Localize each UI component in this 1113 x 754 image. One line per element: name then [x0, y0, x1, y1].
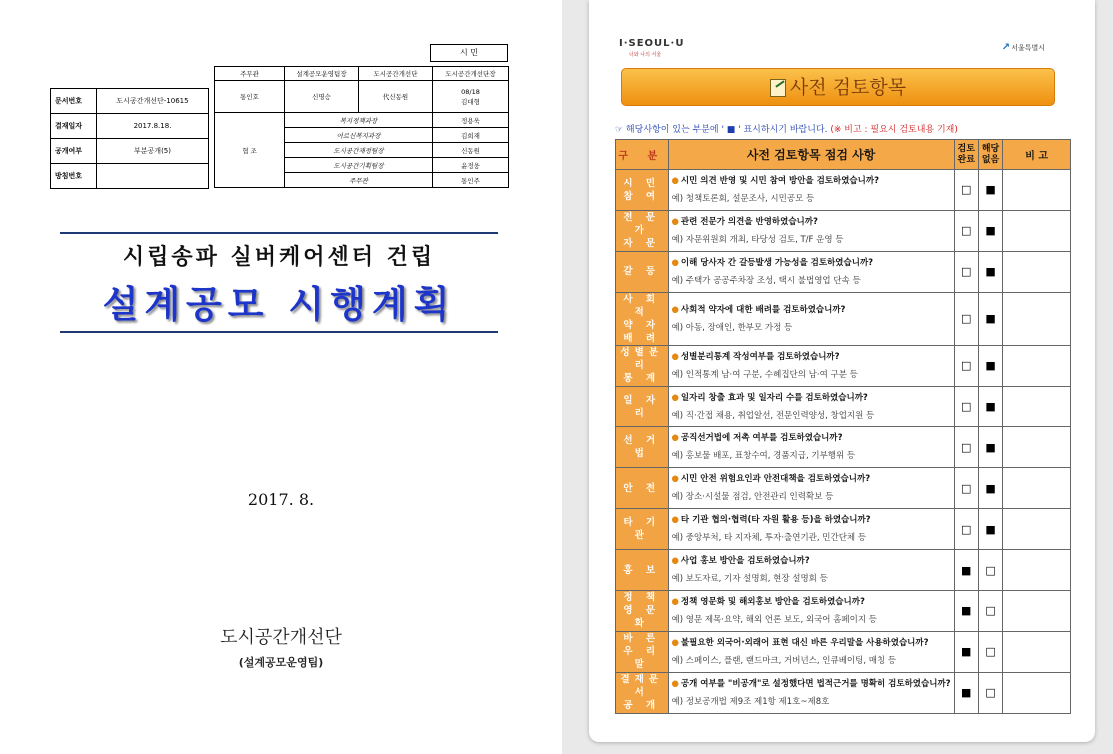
- checklist-row: [616, 210, 1071, 251]
- bullet-icon: ●: [671, 257, 679, 268]
- row-remark[interactable]: [1003, 251, 1071, 292]
- approval-header: 주무관: [215, 67, 285, 81]
- approval-header: 설계공모운영팀장: [285, 67, 359, 81]
- row-example: 예) 홍보물 배포, 표창수여, 경품지급, 기부행위 등: [671, 451, 856, 462]
- title-bottom-rule: [60, 331, 498, 333]
- coop-dept: 복지정책과장: [285, 113, 433, 128]
- row-category: 정 책 영 문 화: [616, 591, 669, 632]
- checkbox-na[interactable]: □: [978, 631, 1002, 672]
- checkbox-done[interactable]: ■: [954, 631, 978, 672]
- row-question: [672, 470, 951, 488]
- row-content: [668, 427, 954, 468]
- notice-text: ☞ 해당사항이 있는 부분에 ' ■ ' 표시하시기 바랍니다.: [615, 125, 828, 135]
- question-text: 관련 전문가 의견을 반영하였습니까?: [680, 216, 818, 227]
- coop-name: 통인주: [433, 173, 509, 188]
- row-category: 바 른 우 리 말: [616, 631, 669, 672]
- row-content: [668, 345, 954, 386]
- review-checklist-table: [615, 139, 1071, 714]
- checkbox-na[interactable]: ■: [978, 170, 1002, 211]
- row-remark[interactable]: [1003, 210, 1071, 251]
- banner-title: 사전 검토항목: [789, 76, 907, 99]
- bullet-icon: ●: [671, 637, 679, 648]
- checklist-row: [616, 631, 1071, 672]
- coop-dept: 도시공간재정팀장: [285, 143, 433, 158]
- approver-name: 08/18 김대형: [433, 81, 509, 113]
- citizen-sign-box: 시 민: [430, 44, 508, 62]
- approver-name: 신명승: [285, 81, 359, 113]
- question-text: 사회적 약자에 대한 배려를 검토하였습니까?: [680, 304, 846, 315]
- checkbox-na[interactable]: ■: [978, 251, 1002, 292]
- checklist-row: [616, 550, 1071, 591]
- row-category: 사 회 적 약 자 배 려: [616, 292, 669, 345]
- seoul-city-logo: [1002, 42, 1045, 53]
- checkbox-done[interactable]: ■: [954, 672, 978, 713]
- checkbox-na[interactable]: □: [978, 550, 1002, 591]
- row-content: [668, 170, 954, 211]
- row-category: 홍 보: [616, 550, 669, 591]
- row-content: [668, 631, 954, 672]
- row-question: [672, 254, 951, 272]
- row-category: 타 기관: [616, 509, 669, 550]
- bullet-icon: ●: [671, 175, 679, 186]
- seoul-emblem-icon: ↗: [1001, 42, 1011, 53]
- bullet-icon: ●: [671, 596, 679, 607]
- question-text: 불필요한 외국어·외래어 표현 대신 바른 우리말을 사용하였습니까?: [680, 637, 929, 648]
- checkbox-done[interactable]: □: [954, 509, 978, 550]
- checklist-row: [616, 292, 1071, 345]
- checklist-row: [616, 672, 1071, 713]
- row-example: 예) 정보공개법 제9조 제1항 제1호~제8호: [671, 696, 830, 707]
- row-content: [668, 672, 954, 713]
- question-text: 시민 의견 반영 및 시민 참여 방안을 검토하였습니까?: [680, 175, 880, 186]
- row-remark[interactable]: [1003, 550, 1071, 591]
- row-category: 전 문 가 자 문: [616, 210, 669, 251]
- row-remark[interactable]: [1003, 591, 1071, 632]
- checkbox-done[interactable]: □: [954, 427, 978, 468]
- checkbox-na[interactable]: ■: [978, 345, 1002, 386]
- row-content: [668, 251, 954, 292]
- row-category: 갈 등: [616, 251, 669, 292]
- question-text: 일자리 창출 효과 및 일자리 수를 검토하였습니까?: [680, 392, 868, 403]
- question-text: 시민 안전 위험요인과 안전대책을 검토하였습니까?: [680, 474, 871, 485]
- row-content: [668, 468, 954, 509]
- coop-name: 김희재: [433, 128, 509, 143]
- row-example: 예) 직·간접 채용, 취업알선, 전문인력양성, 창업지원 등: [671, 410, 875, 421]
- row-example: 예) 아동, 장애인, 한부모 가정 등: [671, 322, 793, 333]
- bullet-icon: ●: [671, 216, 679, 227]
- organization-name: 도시공간개선단: [220, 627, 342, 648]
- row-example: 예) 장소·시설물 점검, 안전관리 인력확보 등: [671, 492, 834, 503]
- coop-name: 윤정웅: [433, 158, 509, 173]
- approval-table: [214, 66, 509, 188]
- row-question: [672, 511, 951, 529]
- checklist-banner: [621, 68, 1055, 106]
- row-category: 성별분리 통 계: [616, 345, 669, 386]
- row-content: [668, 591, 954, 632]
- header-done: 검토 완료: [954, 140, 978, 170]
- row-question: [672, 593, 951, 611]
- document-title-line2: 설계공모 시행계획: [102, 283, 456, 326]
- checkbox-done[interactable]: □: [954, 468, 978, 509]
- header-remark: 비 고: [1003, 140, 1071, 170]
- i-seoul-u-logo: I·SEOUL·U: [619, 38, 685, 49]
- row-remark[interactable]: [1003, 631, 1071, 672]
- approver-name: 통인호: [215, 81, 285, 113]
- checkbox-na[interactable]: ■: [978, 468, 1002, 509]
- checkbox-na[interactable]: □: [978, 591, 1002, 632]
- checklist-row: [616, 345, 1071, 386]
- row-example: 예) 청책토론회, 설문조사, 시민공모 등: [671, 193, 815, 204]
- meta-key: 문서번호: [51, 89, 97, 114]
- meta-value: 도시공간개선단-10615: [97, 89, 209, 114]
- row-remark[interactable]: [1003, 345, 1071, 386]
- row-question: [672, 675, 951, 693]
- meta-value: [97, 164, 209, 189]
- header-na: 해당 없음: [978, 140, 1002, 170]
- row-question: [672, 634, 951, 652]
- row-question: [672, 213, 951, 231]
- row-example: 예) 영문 제목·요약, 해외 언론 보도, 외국어 홈페이지 등: [671, 614, 877, 625]
- row-question: [672, 172, 951, 190]
- bullet-icon: ●: [671, 556, 679, 567]
- row-example: 예) 보도자료, 기자 설명회, 현장 설명회 등: [671, 574, 828, 585]
- checkbox-na[interactable]: ■: [978, 509, 1002, 550]
- instruction-notice: [615, 122, 958, 135]
- meta-key: 공개여부: [51, 139, 97, 164]
- checklist-row: [616, 591, 1071, 632]
- memo-pencil-icon: [770, 79, 786, 97]
- question-text: 사업 홍보 방안을 검토하였습니까?: [680, 556, 810, 567]
- row-remark[interactable]: [1003, 386, 1071, 427]
- checkbox-na[interactable]: ■: [978, 386, 1002, 427]
- row-content: [668, 550, 954, 591]
- row-content: [668, 386, 954, 427]
- question-text: 정책 영문화 및 해외홍보 방안을 검토하였습니까?: [680, 596, 865, 607]
- row-remark[interactable]: [1003, 292, 1071, 345]
- row-remark[interactable]: [1003, 509, 1071, 550]
- title-top-rule: [60, 232, 498, 234]
- right-checklist-page: [589, 0, 1095, 742]
- question-text: 이해 당사자 간 갈등발생 가능성을 검토하였습니까?: [680, 257, 874, 268]
- row-example: 예) 주택가 공공주차장 조성, 택시 불법영업 단속 등: [671, 275, 861, 286]
- coop-dept: 어르신복지과장: [285, 128, 433, 143]
- row-question: [672, 429, 951, 447]
- row-category: 선 거 법: [616, 427, 669, 468]
- bullet-icon: ●: [671, 678, 679, 689]
- question-text: 성별분리통계 작성여부를 검토하였습니까?: [680, 351, 840, 362]
- i-seoul-u-subtitle: 너와 나의 서울: [629, 52, 662, 58]
- row-remark[interactable]: [1003, 468, 1071, 509]
- meta-key: 방침번호: [51, 164, 97, 189]
- checklist-body: [616, 170, 1071, 714]
- checkbox-done[interactable]: □: [954, 251, 978, 292]
- checklist-row: [616, 427, 1071, 468]
- bullet-icon: ●: [671, 351, 679, 362]
- row-question: [672, 552, 951, 570]
- checklist-row: [616, 251, 1071, 292]
- row-category: 시 민 참 여: [616, 170, 669, 211]
- header-category: 구 분: [616, 140, 669, 170]
- row-example: 예) 스페이스, 플랜, 랜드마크, 거버넌스, 인큐베이팅, 매칭 등: [671, 655, 897, 666]
- checkbox-na[interactable]: ■: [978, 427, 1002, 468]
- coop-dept: 주무관: [285, 173, 433, 188]
- bullet-icon: ●: [671, 304, 679, 315]
- row-content: [668, 292, 954, 345]
- checklist-row: [616, 386, 1071, 427]
- question-text: 공개 여부를 "비공개"로 설정했다면 법적근거를 명확히 검토하였습니까?: [680, 678, 951, 689]
- row-category: 결재문서 공 개: [616, 672, 669, 713]
- bullet-icon: ●: [671, 515, 679, 526]
- checkbox-na[interactable]: ■: [978, 292, 1002, 345]
- header-main: 사전 검토항목 점검 사항: [668, 140, 954, 170]
- approver-name: 代신동원: [359, 81, 433, 113]
- checkbox-na[interactable]: ■: [978, 210, 1002, 251]
- row-category: 일 자 리: [616, 386, 669, 427]
- document-date: 2017. 8.: [247, 490, 315, 509]
- row-remark[interactable]: [1003, 427, 1071, 468]
- row-example: 예) 인적통계 남·여 구분, 수혜집단의 남·여 구분 등: [671, 369, 858, 380]
- checklist-row: [616, 509, 1071, 550]
- coop-name: 신동원: [433, 143, 509, 158]
- document-title-line1: 시립송파 실버케어센터 건립: [122, 245, 436, 270]
- checkbox-done[interactable]: □: [954, 345, 978, 386]
- row-question: [672, 389, 951, 407]
- checklist-row: [616, 170, 1071, 211]
- approval-header: 도시공간개선단: [359, 67, 433, 81]
- checkbox-na[interactable]: □: [978, 672, 1002, 713]
- meta-value: 부분공개(5): [97, 139, 209, 164]
- meta-key: 결재일자: [51, 114, 97, 139]
- checkbox-done[interactable]: □: [954, 386, 978, 427]
- row-content: [668, 210, 954, 251]
- row-category: 안 전: [616, 468, 669, 509]
- row-question: [672, 301, 951, 319]
- bullet-icon: ●: [671, 392, 679, 403]
- row-question: [672, 348, 951, 366]
- row-content: [668, 509, 954, 550]
- row-example: 예) 중앙부처, 타 지자체, 투자·출연기관, 민간단체 등: [671, 533, 867, 544]
- approval-header: 도시공간개선단장: [433, 67, 509, 81]
- bullet-icon: ●: [671, 433, 679, 444]
- document-meta-table: [50, 88, 209, 189]
- checkbox-done[interactable]: ■: [954, 591, 978, 632]
- checkbox-done[interactable]: □: [954, 170, 978, 211]
- checkbox-done[interactable]: □: [954, 292, 978, 345]
- notice-remark: (※ 비고 : 필요시 검토내용 기재): [830, 125, 958, 135]
- row-example: 예) 자문위원회 개최, 타당성 검토, T/F 운영 등: [671, 234, 844, 245]
- coop-dept: 도시공간기획팀장: [285, 158, 433, 173]
- checklist-row: [616, 468, 1071, 509]
- checkbox-done[interactable]: □: [954, 210, 978, 251]
- checkbox-done[interactable]: ■: [954, 550, 978, 591]
- question-text: 타 기관 협의·협력(타 자원 활용 등)을 하였습니까?: [680, 515, 871, 526]
- meta-value: 2017.8.18.: [97, 114, 209, 139]
- row-remark[interactable]: [1003, 170, 1071, 211]
- cooperation-label: 협 조: [215, 113, 285, 188]
- question-text: 공직선거법에 저촉 여부를 검토하였습니까?: [680, 433, 843, 444]
- bullet-icon: ●: [671, 474, 679, 485]
- coop-name: 정용욱: [433, 113, 509, 128]
- row-remark[interactable]: [1003, 672, 1071, 713]
- seoul-city-name: 서울특별시: [1011, 44, 1045, 52]
- organization-team: (설계공모운영팀): [238, 656, 324, 669]
